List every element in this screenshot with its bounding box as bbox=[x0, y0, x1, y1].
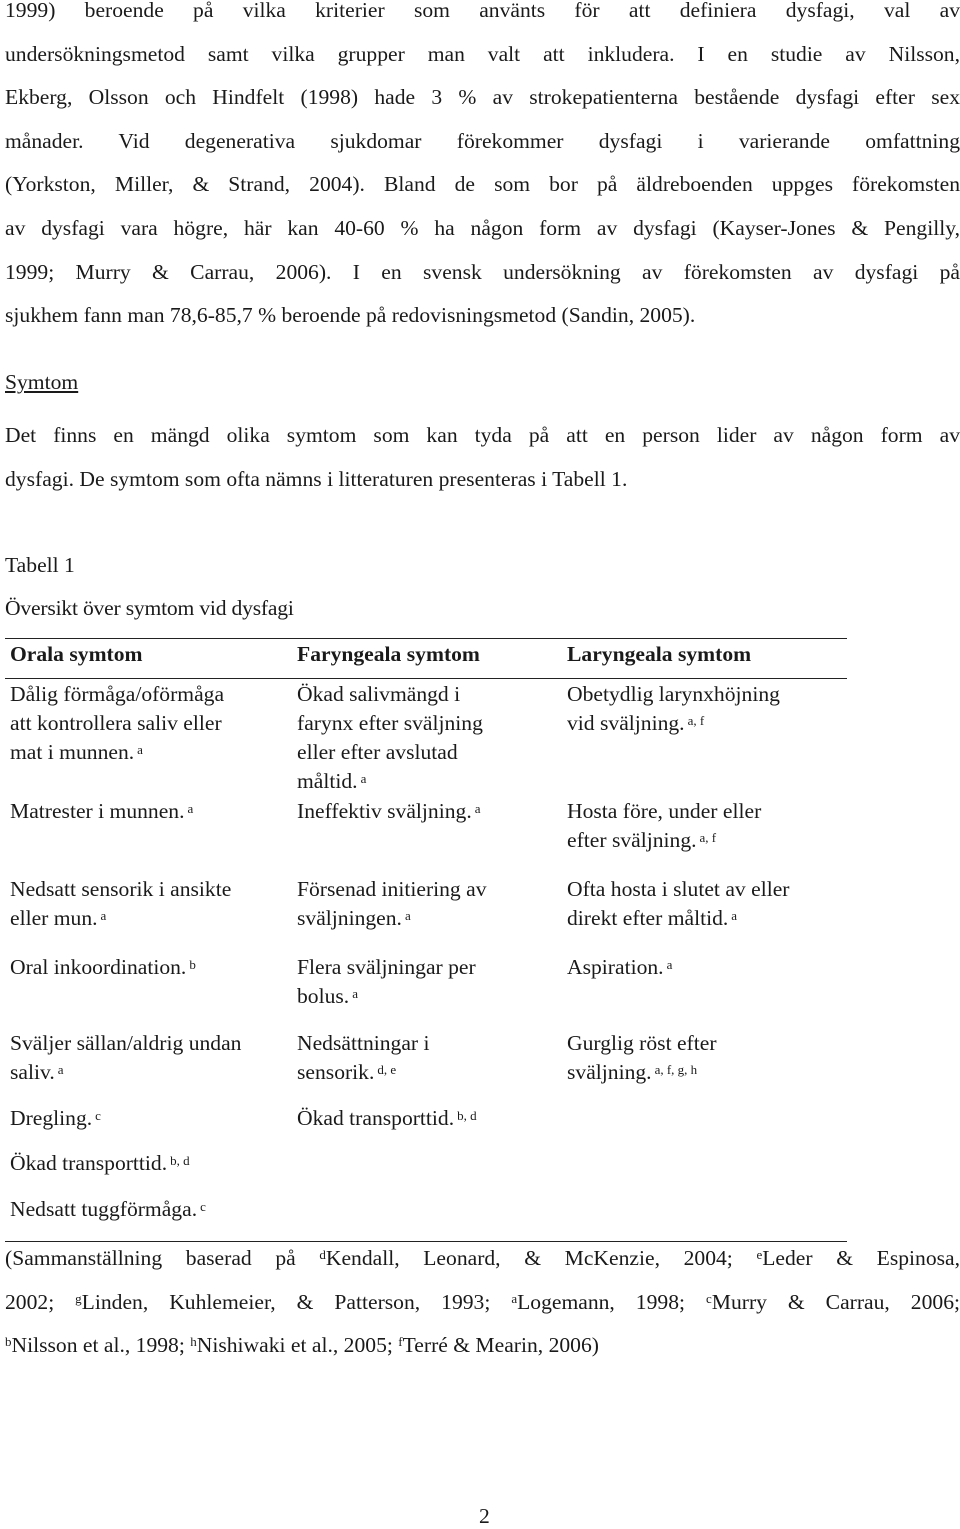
footnote-marker: c bbox=[200, 1199, 206, 1214]
text-line: 1999; Murry & Carrau, 2006). I en svensk undersökning av förekomsten av dysfagi på bbox=[5, 259, 960, 284]
footnote-marker: a bbox=[360, 771, 367, 786]
footnote-marker: e bbox=[756, 1247, 763, 1262]
cell-text: Flera sväljningar per bbox=[297, 955, 476, 979]
footnote-marker: a bbox=[731, 908, 738, 923]
table-cell-oral bbox=[10, 1029, 241, 1087]
cell-text: vid sväljning. bbox=[567, 711, 685, 735]
text-line: dysfagi. De symtom som ofta nämns i litteraturen presenteras i Tabell 1. bbox=[5, 466, 628, 491]
footnote-marker: a bbox=[137, 742, 143, 757]
cell-text: Ineffektiv sväljning. bbox=[297, 799, 472, 823]
cell-text: Matrester i munnen. bbox=[10, 799, 185, 823]
cell-text: Sväljer sällan/aldrig undan bbox=[10, 1031, 242, 1055]
table-cell-pharyngeal bbox=[297, 797, 481, 826]
footnote-marker: c bbox=[705, 1290, 712, 1306]
text-line: Ekberg, Olsson och Hindfelt (1998) hade 3 % av strokepatienterna bestående dysfagi efter sex bbox=[5, 85, 960, 110]
sources-text: Terré & Mearin, 2006) bbox=[402, 1333, 599, 1358]
cell-text: Ofta hosta i slutet av eller bbox=[567, 877, 790, 901]
sources-text: (Sammanställning baserad på bbox=[5, 1246, 320, 1270]
footnote-marker: b bbox=[5, 1334, 12, 1350]
cell-text: Dregling. bbox=[10, 1106, 93, 1130]
table-cell-oral bbox=[10, 797, 193, 826]
sources-line bbox=[5, 1237, 960, 1281]
cell-text: saliv. bbox=[10, 1060, 55, 1084]
footnote-marker: f bbox=[398, 1334, 403, 1350]
sources-paragraph bbox=[5, 1237, 960, 1368]
cell-text: Oral inkoordination. bbox=[10, 955, 187, 979]
sources-text: Nilsson et al., 1998; bbox=[11, 1333, 191, 1358]
table-cell-pharyngeal bbox=[297, 875, 487, 933]
cell-text: mat i munnen. bbox=[10, 740, 135, 764]
table-cell-laryngeal bbox=[567, 953, 672, 982]
sources-text: Kendall, Leonard, & McKenzie, 2004; bbox=[325, 1246, 757, 1270]
footnote-marker: d, e bbox=[377, 1062, 397, 1077]
cell-text: Ökad transporttid. bbox=[297, 1106, 455, 1130]
table-cell-laryngeal bbox=[567, 875, 789, 933]
table-cell-oral bbox=[10, 680, 224, 767]
cell-text: farynx efter sväljning bbox=[297, 711, 483, 735]
cell-text: sväljning. bbox=[567, 1060, 652, 1084]
sources-text: Logemann, 1998; bbox=[517, 1289, 706, 1314]
table-cell-laryngeal bbox=[567, 797, 761, 855]
cell-text: Ökad salivmängd i bbox=[297, 682, 461, 706]
cell-text: Hosta före, under eller bbox=[567, 799, 762, 823]
text-line: av dysfagi vara högre, här kan 40-60 % ha någon form av dysfagi (Kayser-Jones & Pengilly, bbox=[5, 215, 960, 240]
footnote-marker: a bbox=[100, 908, 107, 923]
intro-paragraph bbox=[5, 0, 960, 338]
page-number: 2 bbox=[479, 1504, 490, 1528]
table-cell-pharyngeal bbox=[297, 1104, 477, 1133]
cell-text: Ökad transporttid. bbox=[10, 1151, 168, 1175]
text-line: Det finns en mängd olika symtom som kan tyda på att en person lider av någon form av bbox=[5, 423, 960, 447]
footnote-marker: a bbox=[511, 1290, 518, 1306]
footnote-marker: a bbox=[404, 908, 411, 923]
sources-text: Linden, Kuhlemeier, & Patterson, 1993; bbox=[81, 1289, 512, 1314]
table-cell-laryngeal bbox=[567, 680, 780, 738]
table-cell-laryngeal bbox=[567, 1029, 717, 1087]
cell-text: Obetydlig larynxhöjning bbox=[567, 682, 780, 706]
footnote-marker: a bbox=[187, 801, 194, 816]
footnote-marker: a, f, g, h bbox=[654, 1062, 698, 1077]
footnote-marker: h bbox=[190, 1334, 197, 1350]
cell-text: efter sväljning. bbox=[567, 828, 697, 852]
footnote-marker: g bbox=[75, 1290, 82, 1306]
footnote-marker: d bbox=[319, 1247, 326, 1262]
cell-text: sensorik. bbox=[297, 1060, 375, 1084]
footnote-marker: b, d bbox=[170, 1153, 190, 1168]
table-cell-pharyngeal bbox=[297, 953, 476, 1011]
table-rule-header bbox=[5, 678, 847, 679]
sources-line bbox=[5, 1324, 960, 1368]
column-header-laryngeal: Laryngeala symtom bbox=[567, 642, 752, 666]
cell-text: eller mun. bbox=[10, 906, 98, 930]
section-heading: Symtom bbox=[5, 370, 79, 394]
text-line: undersökningsmetod samt vilka grupper man valt att inkludera. I en studie av Nilsson, bbox=[5, 41, 960, 66]
footnote-marker: a bbox=[666, 957, 673, 972]
text-line: sjukhem fann man 78,6-85,7 % beroende på redovisningsmetod (Sandin, 2005). bbox=[5, 303, 696, 328]
cell-text: Gurglig röst efter bbox=[567, 1031, 717, 1055]
table-rule-top bbox=[5, 638, 847, 639]
text-line: 1999) beroende på vilka kriterier som använts för att definiera dysfagi, val av bbox=[5, 0, 960, 22]
table-cell-pharyngeal bbox=[297, 680, 483, 796]
footnote-marker: a bbox=[57, 1062, 64, 1077]
cell-text: Dålig förmåga/oförmåga bbox=[10, 682, 225, 706]
cell-text: Nedsatt tuggförmåga. bbox=[10, 1197, 198, 1221]
cell-text: direkt efter måltid. bbox=[567, 906, 729, 930]
cell-text: Försenad initiering av bbox=[297, 877, 487, 901]
cell-text: Nedsatt sensorik i ansikte bbox=[10, 877, 232, 901]
footnote-marker: a bbox=[352, 986, 358, 1001]
cell-text: bolus. bbox=[297, 984, 350, 1008]
sources-line bbox=[5, 1281, 960, 1325]
text-line: månader. Vid degenerativa sjukdomar förekommer dysfagi i varierande omfattning bbox=[5, 128, 960, 153]
table-cell-oral bbox=[10, 875, 231, 933]
sources-text: Murry & Carrau, 2006; bbox=[711, 1289, 960, 1314]
cell-text: eller efter avslutad bbox=[297, 740, 458, 764]
table-cell-oral bbox=[10, 953, 196, 982]
cell-text: Nedsättningar i bbox=[297, 1031, 430, 1055]
footnote-marker: a bbox=[474, 801, 481, 816]
table-cell-pharyngeal bbox=[297, 1029, 430, 1087]
table-cell-oral bbox=[10, 1195, 206, 1224]
footnote-marker: b bbox=[189, 957, 196, 972]
footnote-marker: c bbox=[95, 1108, 101, 1123]
footnote-marker: a, f bbox=[687, 713, 705, 728]
cell-text: måltid. bbox=[297, 769, 358, 793]
cell-text: att kontrollera saliv eller bbox=[10, 711, 222, 735]
sources-text: Nishiwaki et al., 2005; bbox=[196, 1333, 399, 1358]
table-label: Tabell 1 bbox=[5, 553, 75, 577]
column-header-oral: Orala symtom bbox=[10, 642, 143, 666]
text-line: (Yorkston, Miller, & Strand, 2004). Bland de som bor på äldreboenden uppges förekomsten bbox=[5, 172, 960, 197]
cell-text: sväljningen. bbox=[297, 906, 402, 930]
column-header-pharyngeal: Faryngeala symtom bbox=[297, 642, 480, 666]
footnote-marker: b, d bbox=[457, 1108, 477, 1123]
footnote-marker: a, f bbox=[699, 830, 717, 845]
table-caption: Översikt över symtom vid dysfagi bbox=[5, 596, 294, 620]
table-cell-oral bbox=[10, 1104, 101, 1133]
table-cell-oral bbox=[10, 1149, 190, 1178]
symtom-paragraph bbox=[5, 414, 960, 501]
cell-text: Aspiration. bbox=[567, 955, 664, 979]
sources-text: Leder & Espinosa, bbox=[762, 1246, 960, 1270]
sources-text: 2002; bbox=[5, 1289, 76, 1314]
